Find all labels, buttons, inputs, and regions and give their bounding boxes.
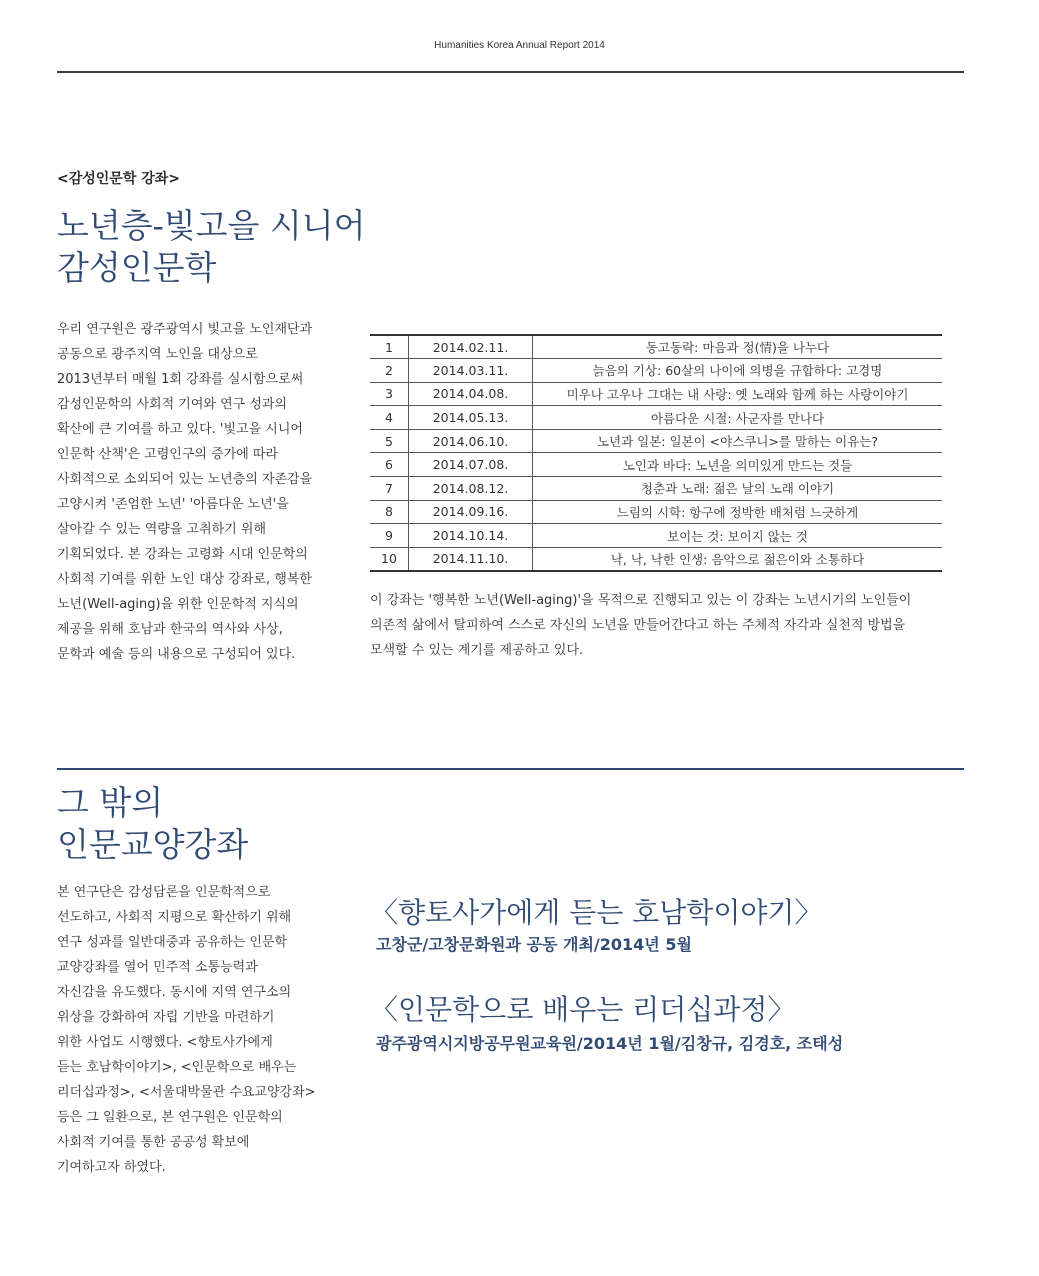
body-line: 기획되었다. 본 강좌는 고령화 시대 인문학의	[57, 547, 308, 562]
table-row	[370, 335, 942, 359]
lecture-title: 낙, 낙, 낙한 인생: 음악으로 젊은이와 소통하다	[533, 547, 943, 571]
body-line: 노년(Well-aging)을 위한 인문학적 지식의	[57, 597, 299, 612]
body-line: 듣는 호남학이야기>, <인문학으로 배우는	[57, 1060, 297, 1075]
lecture-date: 2014.06.10.	[409, 429, 533, 453]
body-line: 자신감을 유도했다. 동시에 지역 연구소의	[57, 985, 292, 1000]
body-line: 연구 성과를 일반대중과 공유하는 인문학	[57, 935, 288, 950]
body-line: 기여하고자 하였다.	[57, 1160, 166, 1175]
lecture-title: 미우나 고우나 그대는 내 사랑: 옛 노래와 함께 하는 사랑이야기	[533, 382, 943, 406]
lecture-date: 2014.11.10.	[409, 547, 533, 571]
lecture-number: 10	[370, 547, 409, 571]
lecture-number: 5	[370, 429, 409, 453]
lecture-date: 2014.08.12.	[409, 477, 533, 501]
table-row	[370, 382, 942, 406]
lecture-date: 2014.10.14.	[409, 524, 533, 548]
lecture-title: 느림의 시학: 항구에 정박한 배처럼 느긋하게	[533, 500, 943, 524]
title-line: 인문교양강좌	[57, 825, 249, 864]
body-line: 리더십과정>, <서울대박물관 수요교양강좌>	[57, 1085, 316, 1100]
body-line: 사회적 기여를 위한 노인 대상 강좌로, 행복한	[57, 572, 312, 587]
body-line: 문학과 예술 등의 내용으로 구성되어 있다.	[57, 647, 296, 662]
lecture-date: 2014.03.11.	[409, 359, 533, 383]
lecture-title: 아름다운 시절: 사군자를 만나다	[533, 406, 943, 430]
section1-body	[57, 317, 347, 667]
section2-title	[57, 782, 248, 866]
lecture-title: 청춘과 노래: 젊은 날의 노래 이야기	[533, 477, 943, 501]
body-line: 선도하고, 사회적 지평으로 확산하기 위해	[57, 910, 292, 925]
lecture-date: 2014.05.13.	[409, 406, 533, 430]
body-line: 인문학 산책'은 고령인구의 증가에 따라	[57, 447, 279, 462]
lecture-number: 7	[370, 477, 409, 501]
course-title: 〈인문학으로 배우는 리더십과정〉	[370, 993, 796, 1026]
section1-title	[57, 205, 366, 289]
lecture-title: 동고동락: 마음과 정(情)을 나누다	[533, 335, 943, 359]
title-line: 감성인문학	[57, 248, 217, 287]
body-line: 공동으로 광주지역 노인을 대상으로	[57, 347, 258, 362]
desc-line: 의존적 삶에서 탈피하여 스스로 자신의 노년을 만들어간다고 하는 주체적 자각과 실천적 방법을	[370, 618, 906, 633]
lecture-date: 2014.07.08.	[409, 453, 533, 477]
body-line: 살아갈 수 있는 역량을 고취하기 위해	[57, 522, 267, 537]
table-row	[370, 359, 942, 383]
table-row	[370, 477, 942, 501]
table-row	[370, 500, 942, 524]
section2-rule	[57, 768, 964, 770]
course-subtitle: 고창군/고창문화원과 공동 개최/2014년 5월	[376, 935, 692, 954]
body-line: 위상을 강화하여 자립 기반을 마련하기	[57, 1010, 275, 1025]
lecture-date: 2014.04.08.	[409, 382, 533, 406]
body-line: 교양강좌를 열어 민주적 소통능력과	[57, 960, 258, 975]
table-row	[370, 524, 942, 548]
lecture-number: 1	[370, 335, 409, 359]
body-line: 본 연구단은 감성담론을 인문학적으로	[57, 885, 271, 900]
lecture-number: 9	[370, 524, 409, 548]
lecture-number: 4	[370, 406, 409, 430]
course-title: 〈향토사가에게 듣는 호남학이야기〉	[370, 896, 823, 929]
lecture-title: 노인과 바다: 노년을 의미있게 만드는 것들	[533, 453, 943, 477]
course-subtitle: 광주광역시지방공무원교육원/2014년 1월/김창규, 김경호, 조태성	[376, 1034, 844, 1053]
body-line: 사회적 기여를 통한 공공성 확보에	[57, 1135, 250, 1150]
body-line: 사회적으로 소외되어 있는 노년층의 자존감을	[57, 472, 313, 487]
table-row	[370, 406, 942, 430]
section-label: <감성인문학 강좌>	[57, 171, 181, 187]
lecture-number: 6	[370, 453, 409, 477]
table-row	[370, 453, 942, 477]
lecture-description	[370, 588, 960, 663]
lecture-title: 보이는 것: 보이지 않는 것	[533, 524, 943, 548]
table-row	[370, 429, 942, 453]
lecture-number: 3	[370, 382, 409, 406]
body-line: 위한 사업도 시행했다. <향토사가에게	[57, 1035, 273, 1050]
lecture-number: 2	[370, 359, 409, 383]
body-line: 2013년부터 매월 1회 강좌를 실시함으로써	[57, 372, 304, 387]
body-line: 제공을 위해 호남과 한국의 역사와 사상,	[57, 622, 283, 637]
lecture-date: 2014.09.16.	[409, 500, 533, 524]
header-rule	[57, 71, 964, 73]
body-line: 우리 연구원은 광주광역시 빛고을 노인재단과	[57, 322, 313, 337]
title-line: 노년층-빛고을 시니어	[57, 206, 366, 245]
body-line: 감성인문학의 사회적 기여와 연구 성과의	[57, 397, 288, 412]
report-header: Humanities Korea Annual Report 2014	[434, 40, 605, 51]
title-line: 그 밖의	[57, 783, 164, 822]
table-row	[370, 547, 942, 571]
desc-line: 이 강좌는 '행복한 노년(Well-aging)'을 목적으로 진행되고 있는 이 강좌는 노년시기의 노인들이	[370, 593, 912, 608]
body-line: 확산에 큰 기여를 하고 있다. '빛고을 시니어	[57, 422, 303, 437]
lecture-title: 노년과 일본: 일본이 <야스쿠니>를 말하는 이유는?	[533, 429, 943, 453]
lecture-number: 8	[370, 500, 409, 524]
desc-line: 모색할 수 있는 계기를 제공하고 있다.	[370, 643, 584, 658]
section2-body	[57, 880, 347, 1180]
lecture-title: 늙음의 기상: 60살의 나이에 의병을 규합하다: 고경명	[533, 359, 943, 383]
lecture-date: 2014.02.11.	[409, 335, 533, 359]
body-line: 고양시켜 '존엄한 노년' '아름다운 노년'을	[57, 497, 289, 512]
body-line: 등은 그 일환으로, 본 연구원은 인문학의	[57, 1110, 283, 1125]
lecture-schedule-table	[370, 334, 942, 572]
